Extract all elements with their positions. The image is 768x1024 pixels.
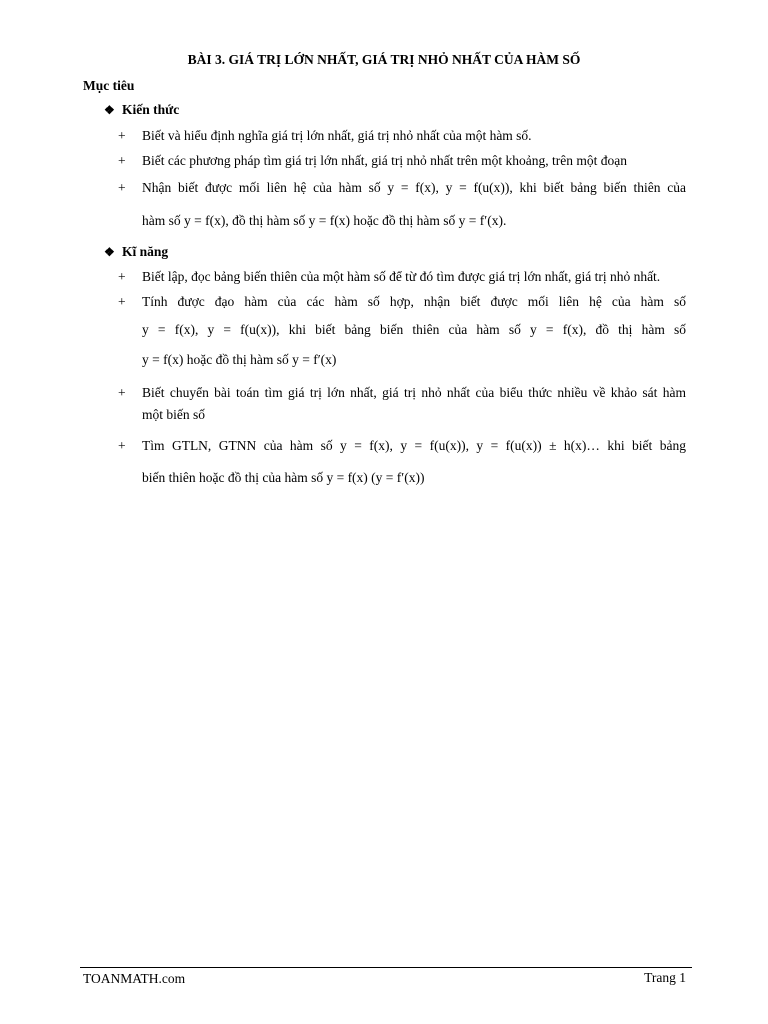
list-item (118, 153, 686, 169)
plus-bullet-icon: + (118, 294, 126, 309)
subheading-skills (104, 244, 168, 260)
page-title: BÀI 3. GIÁ TRỊ LỚN NHẤT, GIÁ TRỊ NHỎ NHẤT CỦA HÀM SỐ (187, 52, 581, 67)
plus-bullet-icon: + (118, 438, 126, 453)
subheading-skills-label: Kĩ năng (122, 244, 169, 259)
footer-site-name: TOANMATH.com (83, 971, 186, 986)
plus-bullet-icon: + (118, 385, 126, 400)
list-item (118, 180, 686, 229)
skills-item-4-line-1: Tìm GTLN, GTNN của hàm số y = f(x), y = f(u(x)), y = f(u(x)) ± h(x)… khi biết bảng (142, 438, 686, 453)
list-item (118, 385, 686, 423)
knowledge-item-2: Biết các phương pháp tìm giá trị lớn nhất, giá trị nhỏ nhất trên một khoảng, trên một đoạn (142, 153, 627, 168)
subheading-knowledge-label: Kiến thức (122, 102, 180, 117)
knowledge-item-3-line-2: hàm số y = f(x), đồ thị hàm số y = f(x) hoặc đồ thị hàm số y = f′(x). (142, 213, 507, 228)
plus-bullet-icon: + (118, 269, 126, 284)
footer-page-number: Trang 1 (644, 970, 686, 985)
section-heading-objectives: Mục tiêu (83, 78, 135, 93)
skills-item-3-line-1: Biết chuyển bài toán tìm giá trị lớn nhất, giá trị nhỏ nhất của biểu thức nhiều về khảo sát hàm (142, 385, 686, 400)
skills-item-1: Biết lập, đọc bảng biến thiên của một hàm số để từ đó tìm được giá trị lớn nhất, giá trị nhỏ nhất. (142, 269, 661, 284)
skills-item-2-line-3: y = f(x) hoặc đồ thị hàm số y = f′(x) (142, 352, 337, 367)
list-item (118, 294, 686, 368)
skills-item-4-line-2: biến thiên hoặc đồ thị của hàm số y = f(x) (y = f′(x)) (142, 470, 425, 485)
list-item (118, 438, 686, 486)
subheading-knowledge (104, 102, 179, 118)
skills-item-2-line-2: y = f(x), y = f(u(x)), khi biết bảng biến thiên của hàm số y = f(x), đồ thị hàm số (142, 322, 686, 337)
diamond-bullet-icon: ❖ (104, 245, 115, 259)
plus-bullet-icon: + (118, 153, 126, 168)
footer-divider (80, 967, 692, 968)
skills-item-2-line-1: Tính được đạo hàm của các hàm số hợp, nhận biết được mối liên hệ của hàm số (142, 294, 686, 309)
list-item (118, 269, 686, 285)
plus-bullet-icon: + (118, 180, 126, 195)
list-item (118, 128, 686, 144)
diamond-bullet-icon: ❖ (104, 103, 115, 117)
skills-item-3-line-2: một biến số (142, 407, 205, 422)
knowledge-item-3-line-1: Nhận biết được mối liên hệ của hàm số y = f(x), y = f(u(x)), khi biết bảng biến thiên của (142, 180, 686, 195)
knowledge-item-1: Biết và hiểu định nghĩa giá trị lớn nhất, giá trị nhỏ nhất của một hàm số. (142, 128, 532, 143)
plus-bullet-icon: + (118, 128, 126, 143)
